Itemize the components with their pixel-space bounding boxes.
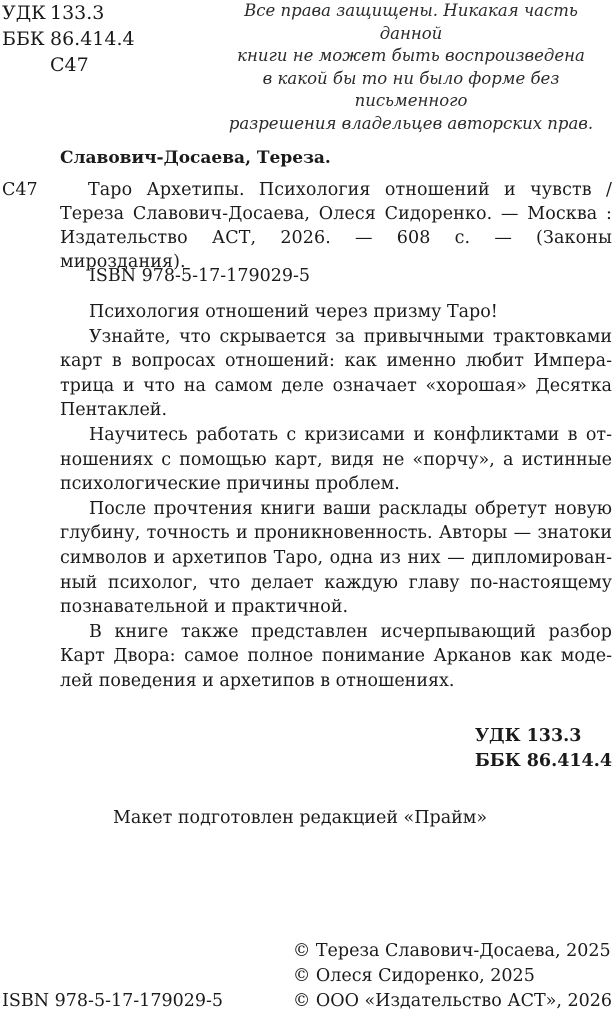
- classification-block: [2, 0, 135, 78]
- rights-line: Все права защищены. Никакая часть данной: [244, 1, 578, 43]
- bibliographic-description: Таро Архетипы. Психология отношений и чувств / Тереза Славович-Досаева, Олеся Сидоренко. — Москва : Издательство АСТ, 2026. — 608 с. — (Законы мироздания).: [60, 180, 612, 272]
- udk-row: [2, 0, 135, 26]
- isbn-line: ISBN 978-5-17-179029-5: [89, 266, 311, 286]
- udk-bold: УДК 133.3: [474, 726, 582, 746]
- bbk-value: 86.414.4: [50, 28, 135, 50]
- udk-label: УДК: [2, 2, 46, 24]
- cutter-mark: С47: [2, 180, 38, 200]
- rights-line: в какой бы то ни было форме без письменного: [262, 68, 560, 110]
- bbk-label: ББК: [2, 28, 45, 50]
- copyright-notices: [293, 939, 612, 1014]
- cutter-value: С47: [50, 54, 89, 76]
- author-heading: Славович-Досаева, Тереза.: [60, 148, 331, 168]
- copyright-line: © Тереза Славович-Досаева, 2025: [292, 941, 611, 961]
- layout-credit: Макет подготовлен редакцией «Прайм»: [113, 808, 488, 828]
- annotation: [60, 300, 612, 694]
- annotation-paragraph: Узнайте, что скрывается за привычными трактовками карт в вопросах отношений: как именно любит Императрица и что на самом деле означает «хорошая» Десятка Пентаклей.: [60, 326, 612, 421]
- copyright-line: © Олеся Сидоренко, 2025: [292, 966, 535, 986]
- bbk-row: [2, 26, 135, 52]
- annotation-paragraph: После прочтения книги ваши расклады обретут новую глубину, точность и проникновенность. Авторы — знатоки символов и архетипов Таро, одна из них — дипломированный психолог, что делает каждую главу по-настоящему познавательной и практичной.: [60, 498, 612, 618]
- annotation-paragraph: В книге также представлен исчерпывающий разбор Карт Двора: самое полное понимание Арканов как моделей поведения и архетипов в отношениях.: [60, 621, 612, 691]
- annotation-paragraph: Научитесь работать с кризисами и конфликтами в отношениях с помощью карт, видя не «порчу», а истинные психологические причины проблем.: [60, 424, 612, 495]
- bbk-bold: ББК 86.414.4: [474, 751, 612, 771]
- rights-line: книги не может быть воспроизведена: [237, 46, 585, 65]
- udk-value: 133.3: [50, 2, 105, 24]
- cutter-row: [2, 52, 135, 78]
- classification-right: [475, 724, 612, 774]
- isbn-bottom: ISBN 978-5-17-179029-5: [2, 991, 224, 1011]
- rights-notice: [216, 0, 606, 135]
- copyright-line: © ООО «Издательство АСТ», 2026: [292, 991, 612, 1011]
- annotation-paragraph: Психология отношений через призму Таро!: [89, 302, 498, 322]
- rights-line: разрешения владельцев авторских прав.: [228, 113, 594, 133]
